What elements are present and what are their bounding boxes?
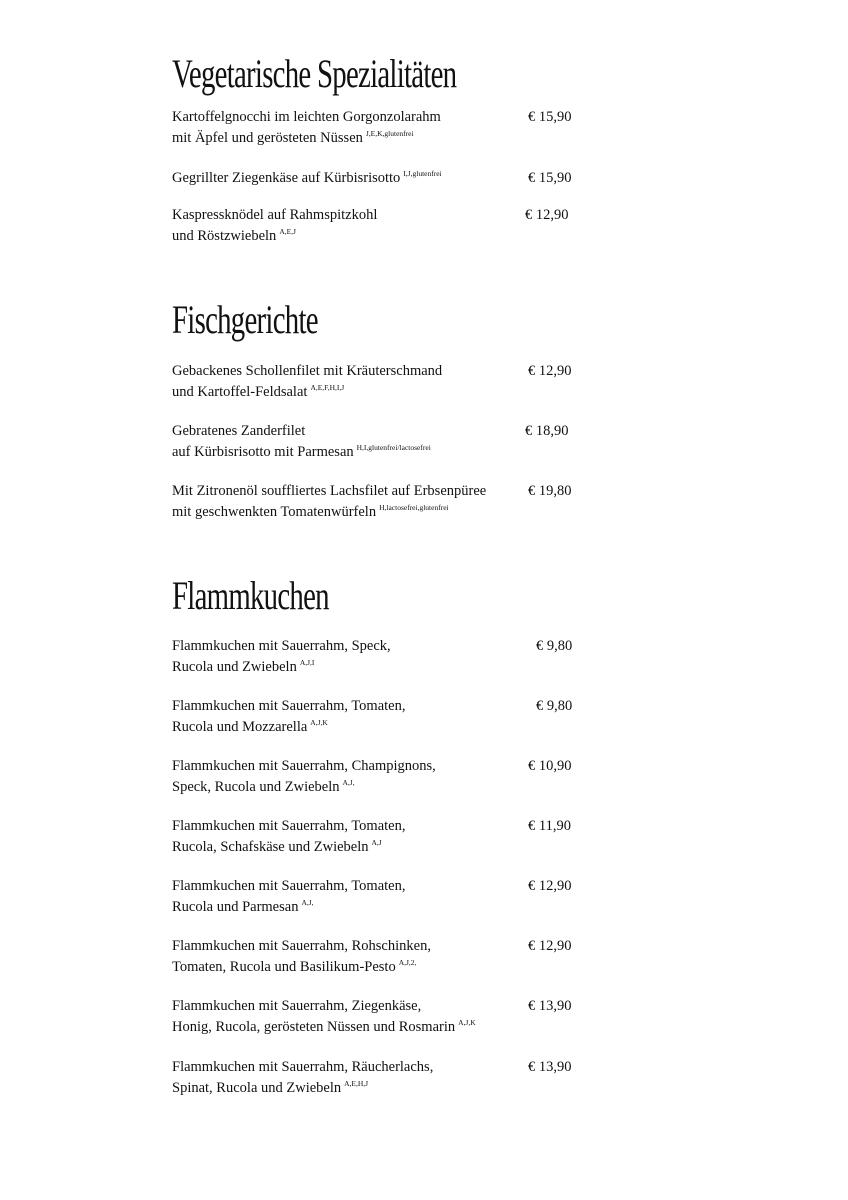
allergen-codes: A,E,F,H,I,J xyxy=(310,383,345,392)
allergen-codes: H,I,glutenfrei/lactosefrei xyxy=(356,443,431,452)
item-price: € 11,90 xyxy=(528,818,571,834)
menu-item xyxy=(172,205,592,247)
allergen-codes: A,J,K xyxy=(458,1018,476,1027)
allergen-codes: I,J,glutenfrei xyxy=(403,169,442,178)
section-title-flammkuchen: Flammkuchen xyxy=(172,573,329,618)
item-description: mit geschwenkten Tomatenwürfeln xyxy=(172,504,377,520)
item-price: € 12,90 xyxy=(525,207,569,223)
item-description: auf Kürbisrisotto mit Parmesan xyxy=(172,444,354,460)
allergen-codes: A,E,H,J xyxy=(344,1079,369,1088)
item-line-1: Flammkuchen mit Sauerrahm, Tomaten, xyxy=(172,698,406,714)
item-price: € 13,90 xyxy=(528,1059,572,1075)
allergen-codes: A,J, xyxy=(301,898,314,907)
item-description: Rucola, Schafskäse und Zwiebeln xyxy=(172,839,369,855)
item-description: Speck, Rucola und Zwiebeln xyxy=(172,779,340,795)
allergen-codes: A,J,2, xyxy=(398,958,417,967)
item-line-2 xyxy=(172,128,592,149)
item-description: und Röstzwiebeln xyxy=(172,228,277,244)
item-description: Honig, Rucola, gerösteten Nüssen und Rosmarin xyxy=(172,1019,456,1035)
item-line-2 xyxy=(172,442,592,463)
menu-item xyxy=(172,936,592,978)
item-line-2 xyxy=(172,777,592,798)
allergen-codes: A,J xyxy=(371,838,382,847)
item-line-1: Flammkuchen mit Sauerrahm, Tomaten, xyxy=(172,878,406,894)
item-line-1: Gebackenes Schollenfilet mit Kräuterschmand xyxy=(172,363,443,379)
item-line-1: Kartoffelgnocchi im leichten Gorgonzolarahm xyxy=(172,109,441,125)
item-description: Rucola und Parmesan xyxy=(172,899,299,915)
item-line-2 xyxy=(172,1017,592,1038)
item-line-1: Flammkuchen mit Sauerrahm, Tomaten, xyxy=(172,818,406,834)
item-price: € 9,80 xyxy=(536,638,573,654)
menu-item xyxy=(172,696,592,738)
item-line-1: Flammkuchen mit Sauerrahm, Räucherlachs, xyxy=(172,1059,434,1075)
item-line-2 xyxy=(172,897,592,918)
item-description: Rucola und Mozzarella xyxy=(172,719,308,735)
item-price: € 19,80 xyxy=(528,483,572,499)
section-title-vegetarian: Vegetarische Spezialitäten xyxy=(172,51,457,96)
item-description: Rucola und Zwiebeln xyxy=(172,659,297,675)
allergen-codes: A,J, xyxy=(342,778,355,787)
menu-item xyxy=(172,636,592,678)
item-price: € 10,90 xyxy=(528,758,572,774)
item-line-1: Gebratenes Zanderfilet xyxy=(172,423,306,439)
menu-item xyxy=(172,876,592,918)
allergen-codes: J,E,K,glutenfrei xyxy=(365,129,414,138)
menu-item xyxy=(172,361,592,403)
item-line-1: Flammkuchen mit Sauerrahm, Champignons, xyxy=(172,758,436,774)
item-description: Gegrillter Ziegenkäse auf Kürbisrisotto xyxy=(172,170,401,186)
item-description: mit Äpfel und gerösteten Nüssen xyxy=(172,130,363,146)
menu-item xyxy=(172,816,592,858)
item-line-2 xyxy=(172,226,592,247)
item-line-1: Flammkuchen mit Sauerrahm, Speck, xyxy=(172,638,391,654)
menu-item xyxy=(172,107,592,149)
item-price: € 15,90 xyxy=(528,170,572,186)
item-line-1: Flammkuchen mit Sauerrahm, Ziegenkäse, xyxy=(172,998,422,1014)
menu-item xyxy=(172,996,592,1038)
item-price: € 12,90 xyxy=(528,363,572,379)
menu-item xyxy=(172,421,592,463)
item-price: € 12,90 xyxy=(528,938,572,954)
menu-item xyxy=(172,756,592,798)
item-price: € 18,90 xyxy=(525,423,569,439)
item-line-2 xyxy=(172,502,592,523)
item-line-2 xyxy=(172,657,592,678)
item-line-2 xyxy=(172,1078,592,1099)
item-line-1: Kaspressknödel auf Rahmspitzkohl xyxy=(172,207,378,223)
menu-item xyxy=(172,168,592,189)
item-price: € 13,90 xyxy=(528,998,572,1014)
item-line-1: Mit Zitronenöl souffliertes Lachsfilet auf Erbsenpüree xyxy=(172,483,487,499)
menu-item xyxy=(172,481,592,523)
allergen-codes: A,E,J xyxy=(279,227,296,236)
item-description: Tomaten, Rucola und Basilikum-Pesto xyxy=(172,959,396,975)
item-description: und Kartoffel-Feldsalat xyxy=(172,384,308,400)
allergen-codes: A,J,K xyxy=(310,718,328,727)
allergen-codes: A,J,I xyxy=(299,658,315,667)
item-line-1: Flammkuchen mit Sauerrahm, Rohschinken, xyxy=(172,938,431,954)
allergen-codes: H,lactosefrei,glutenfrei xyxy=(379,503,449,512)
item-price: € 15,90 xyxy=(528,109,572,125)
item-price: € 9,80 xyxy=(536,698,573,714)
item-line-2 xyxy=(172,717,592,738)
item-description: Spinat, Rucola und Zwiebeln xyxy=(172,1080,342,1096)
item-line-2 xyxy=(172,837,592,858)
item-line-2 xyxy=(172,382,592,403)
menu-item xyxy=(172,1057,592,1099)
item-line-2 xyxy=(172,957,592,978)
item-price: € 12,90 xyxy=(528,878,572,894)
section-title-fish: Fischgerichte xyxy=(172,297,318,342)
